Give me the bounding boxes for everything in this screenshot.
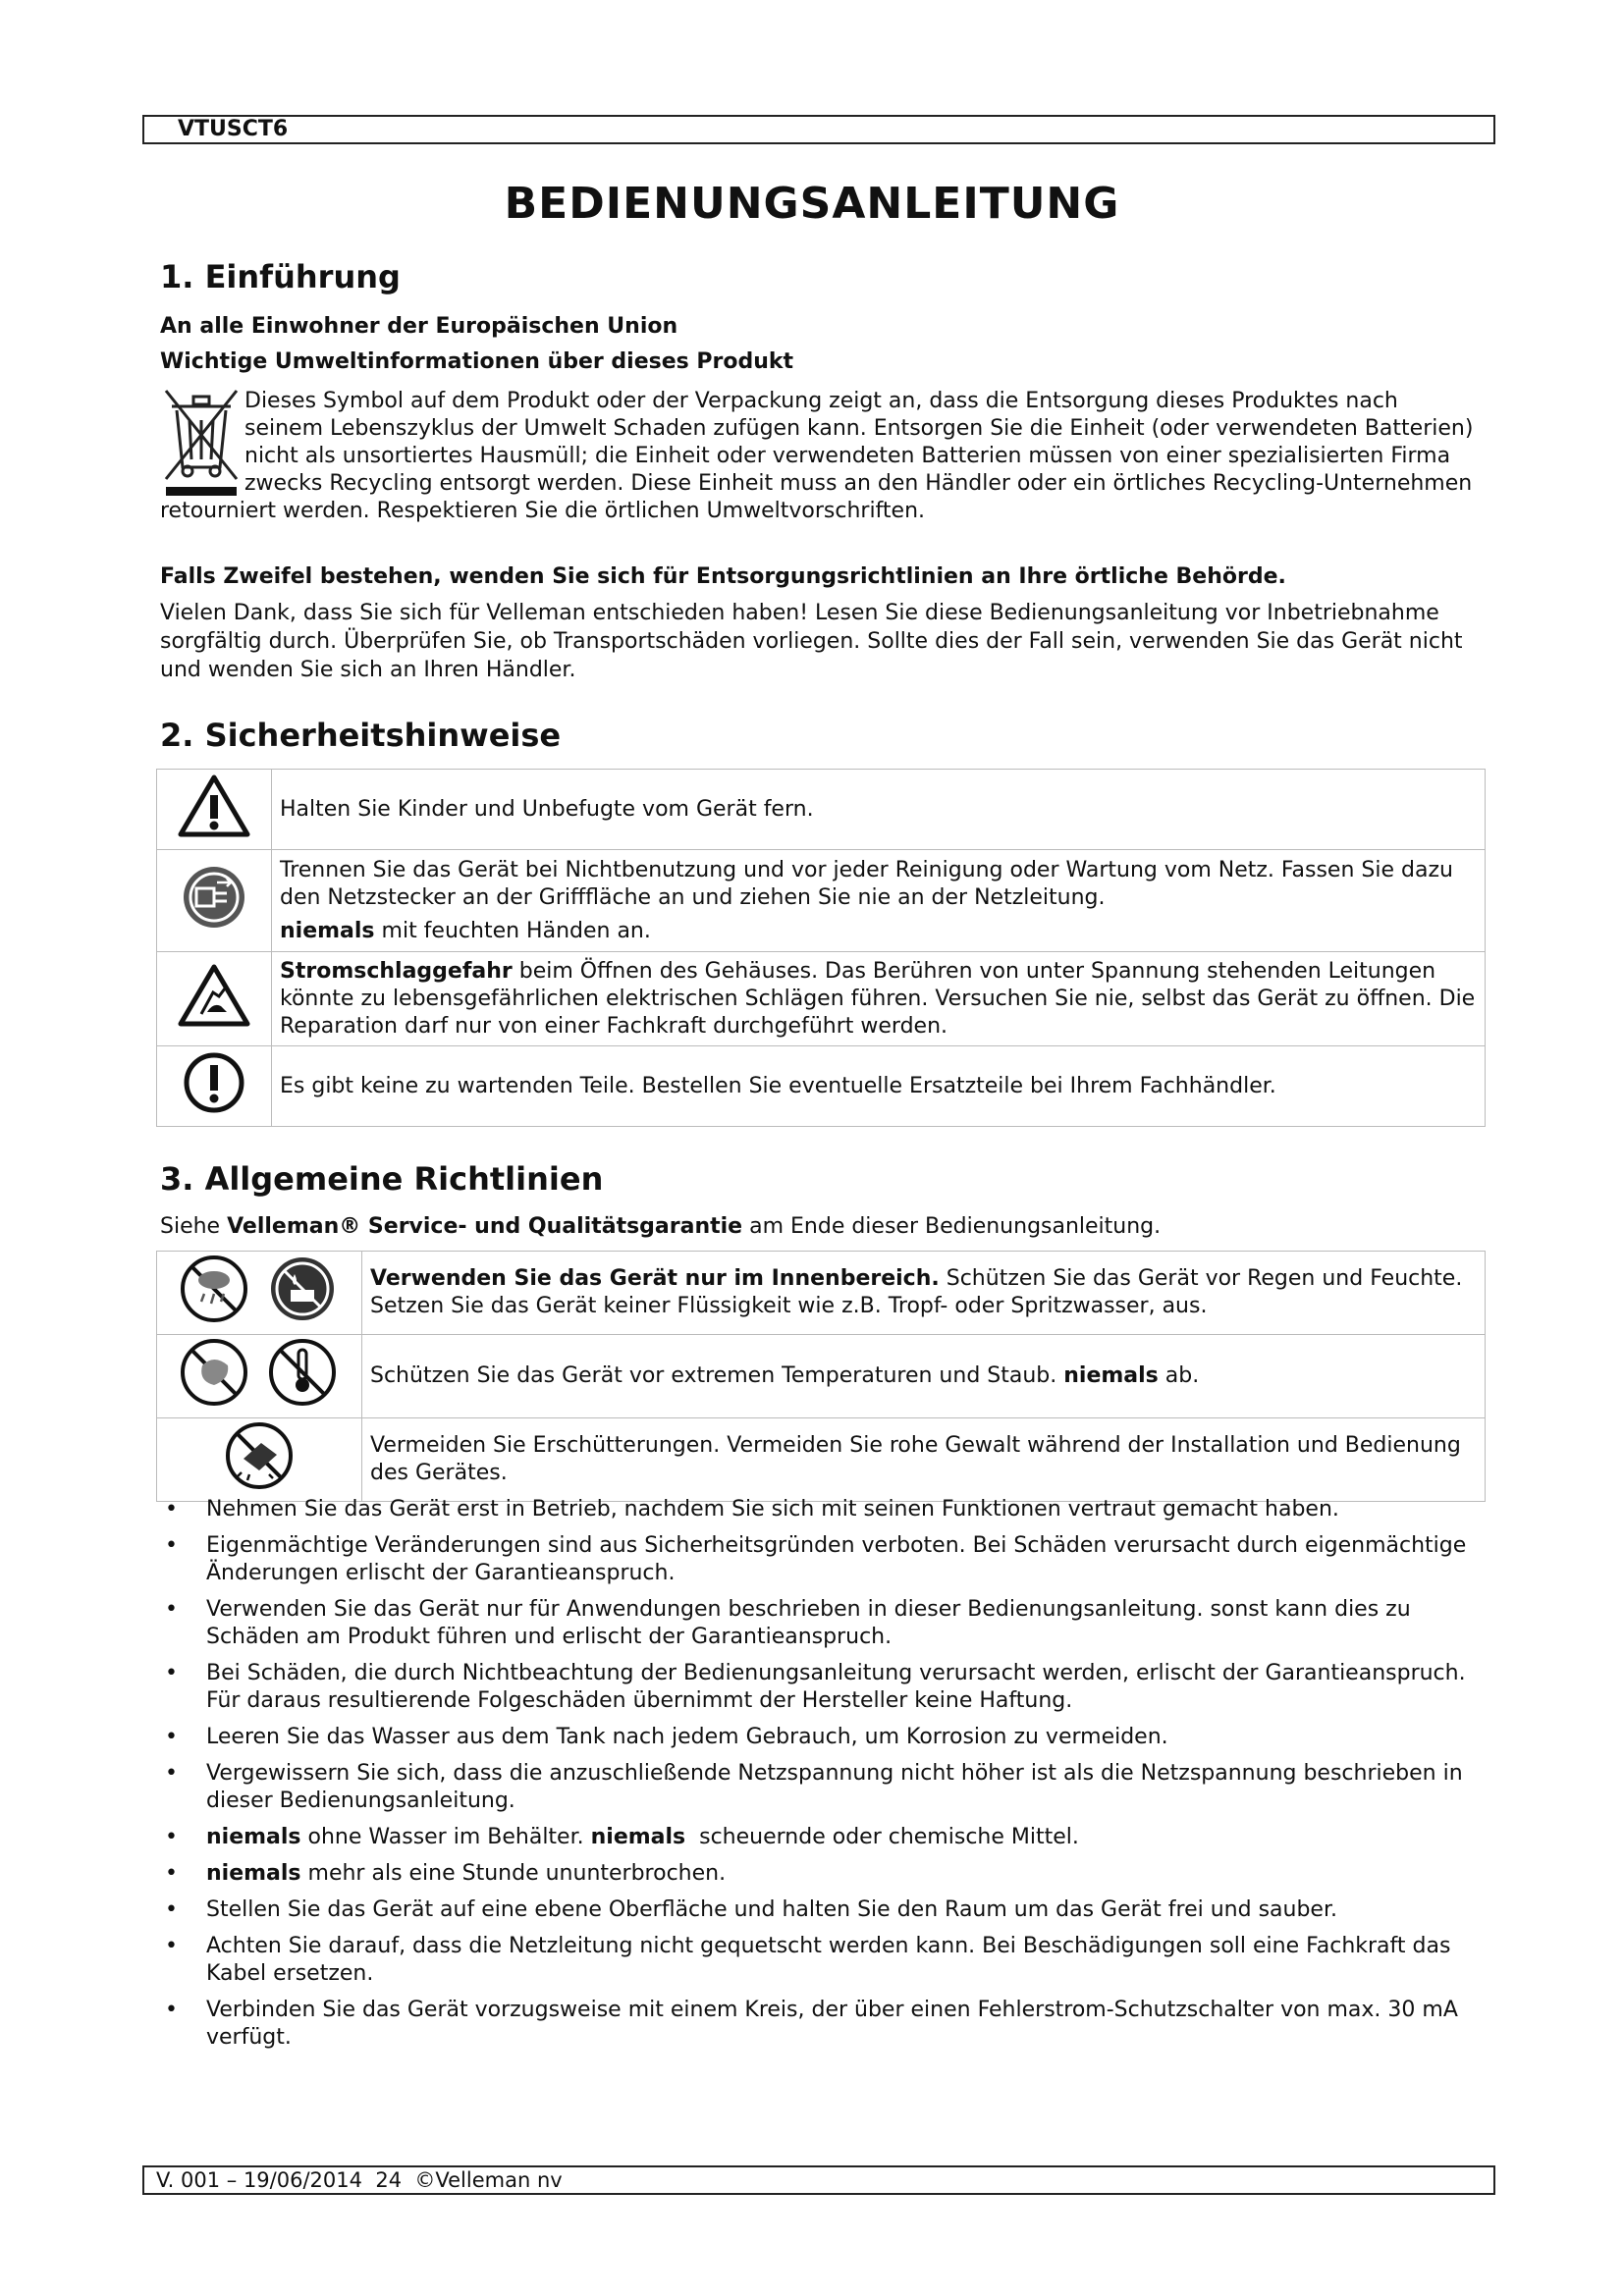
safety-text: Stromschlaggefahr beim Öffnen des Gehäuses. Das Berühren von unter Spannung stehenden Leitungen könnte zu lebensgefährlichen elektrischen Schlägen führen. Versuchen Sie nie, selbst das Gerät zu öffnen. Die Reparation darf nur von einer Fachkraft durchgeführt werden.	[272, 952, 1486, 1046]
environment-info-subheading: Wichtige Umweltinformationen über dieses Produkt	[160, 349, 794, 374]
safety-row	[157, 952, 1486, 1046]
section-2-heading: 2. Sicherheitshinweise	[160, 717, 562, 754]
list-item: • Bei Schäden, die durch Nichtbeachtung der Bedienungsanleitung verursacht werden, erlischt der Garantieanspruch. Für daraus resultierende Folgeschäden übernimmt der Hersteller keine Haftung.	[160, 1660, 1486, 1715]
guideline-text: Vermeiden Sie Erschütterungen. Vermeiden Sie rohe Gewalt während der Installation und Bedienung des Gerätes.	[362, 1418, 1486, 1502]
guideline-text: Schützen Sie das Gerät vor extremen Temperaturen und Staub. niemals ab.	[362, 1335, 1486, 1418]
warning-triangle-icon	[178, 774, 250, 838]
list-item: • Verwenden Sie das Gerät nur für Anwendungen beschrieben in dieser Bedienungsanleitung. sonst kann dies zu Schäden am Produkt führen und erlischt der Garantieanspruch.	[160, 1596, 1486, 1651]
list-item: • Leeren Sie das Wasser aus dem Tank nach jedem Gebrauch, um Korrosion zu vermeiden.	[160, 1724, 1486, 1751]
list-item: • Achten Sie darauf, dass die Netzleitung nicht gequetscht werden kann. Bei Beschädigungen soll eine Fachkraft das Kabel ersetzen.	[160, 1933, 1486, 1988]
guarantee-reference: Siehe Velleman® Service- und Qualitätsgarantie am Ende dieser Bedienungsanleitung.	[160, 1214, 1162, 1239]
guideline-row	[157, 1252, 1486, 1335]
list-item: • Vergewissern Sie sich, dass die anzuschließende Netzspannung nicht höher ist als die Netzspannung beschrieben in dieser Bedienungsanleitung.	[160, 1760, 1486, 1815]
list-item: • Verbinden Sie das Gerät vorzugsweise mit einem Kreis, der über einen Fehlerstrom-Schutzschalter von max. 30 mA verfügt.	[160, 1997, 1486, 2052]
weee-disposal-text: Dieses Symbol auf dem Produkt oder der Verpackung zeigt an, dass die Entsorgung dieses Produktes nach seinem Lebenszyklus der Umwelt Schaden zufügen kann. Entsorgen Sie die Einheit (oder verwendeten Batterien) nicht als unsortiertes Hausmüll; die Einheit oder verwendeten Batterien müssen von einer spezialisierten Firma zwecks Recycling entsorgt werden. Diese Einheit muss an den Händler oder ein örtliches Recycling-Unternehmen retourniert werden. Respektieren Sie die örtlichen Umweltvorschriften.	[160, 389, 1474, 523]
safety-text: Es gibt keine zu wartenden Teile. Bestellen Sie eventuelle Ersatzteile bei Ihrem Fachhändler.	[272, 1046, 1486, 1127]
document-title: BEDIENUNGSANLEITUNG	[504, 179, 1120, 229]
section-3-heading: 3. Allgemeine Richtlinien	[160, 1160, 604, 1198]
footer-version-box	[142, 2165, 1495, 2195]
thank-you-paragraph: Vielen Dank, dass Sie sich für Velleman entschieden haben! Lesen Sie diese Bedienungsanleitung vor Inbetriebnahme sorgfältig durch. Überprüfen Sie, ob Transportschäden vorliegen. Sollte dies der Fall sein, verwenden Sie das Gerät nicht und wenden Sie sich an Ihren Händler.	[160, 601, 1463, 682]
header-model-box	[142, 115, 1495, 144]
guideline-row	[157, 1335, 1486, 1418]
guideline-text: Verwenden Sie das Gerät nur im Innenbereich. Schützen Sie das Gerät vor Regen und Feuchte. Setzen Sie das Gerät keiner Flüssigkeit wie z.B. Tropf- oder Spritzwasser, aus.	[362, 1252, 1486, 1335]
model-number: VTUSCT6	[178, 117, 289, 141]
exclamation-circle-icon	[183, 1051, 245, 1114]
authority-note: Falls Zweifel bestehen, wenden Sie sich für Entsorgungsrichtlinien an Ihre örtliche Behörde.	[160, 564, 1286, 589]
footer-version-text: V. 001 – 19/06/2014 24 ©Velleman nv	[156, 2168, 563, 2192]
safety-table	[156, 769, 1486, 1127]
guideline-row	[157, 1418, 1486, 1502]
safety-row	[157, 1046, 1486, 1127]
safety-text: Halten Sie Kinder und Unbefugte vom Gerät fern.	[272, 770, 1486, 850]
list-item: • Nehmen Sie das Gerät erst in Betrieb, nachdem Sie sich mit seinen Funktionen vertraut gemacht haben.	[160, 1496, 1486, 1523]
list-item: • niemals mehr als eine Stunde ununterbrochen.	[160, 1860, 1486, 1888]
list-item: • Stellen Sie das Gerät auf eine ebene Oberfläche und halten Sie den Raum um das Gerät frei und sauber.	[160, 1896, 1486, 1924]
guidelines-table	[156, 1251, 1486, 1502]
section-1-heading: 1. Einführung	[160, 258, 401, 295]
safety-row	[157, 850, 1486, 952]
list-item: • Eigenmächtige Veränderungen sind aus Sicherheitsgründen verboten. Bei Schäden verursacht durch eigenmächtige Änderungen erlischt der Garantieanspruch.	[160, 1532, 1486, 1587]
safety-text: Trennen Sie das Gerät bei Nichtbenutzung und vor jeder Reinigung oder Wartung vom Netz. Fassen Sie dazu den Netzstecker an der Grifffläche an und ziehen Sie nie an der Netzleitung. niemals mit feuchten Händen an.	[272, 850, 1486, 952]
unplug-icon	[182, 865, 246, 930]
list-item: • niemals ohne Wasser im Behälter. niemals scheuernde oder chemische Mittel.	[160, 1824, 1486, 1851]
no-shock-icon	[220, 1419, 298, 1492]
safety-row	[157, 770, 1486, 850]
guidelines-bullet-list	[160, 1496, 1486, 2060]
no-rain-icon	[171, 1253, 348, 1325]
eu-residents-subheading: An alle Einwohner der Europäischen Union	[160, 314, 678, 339]
electric-shock-icon	[178, 963, 250, 1028]
no-dust-icon	[171, 1336, 348, 1409]
